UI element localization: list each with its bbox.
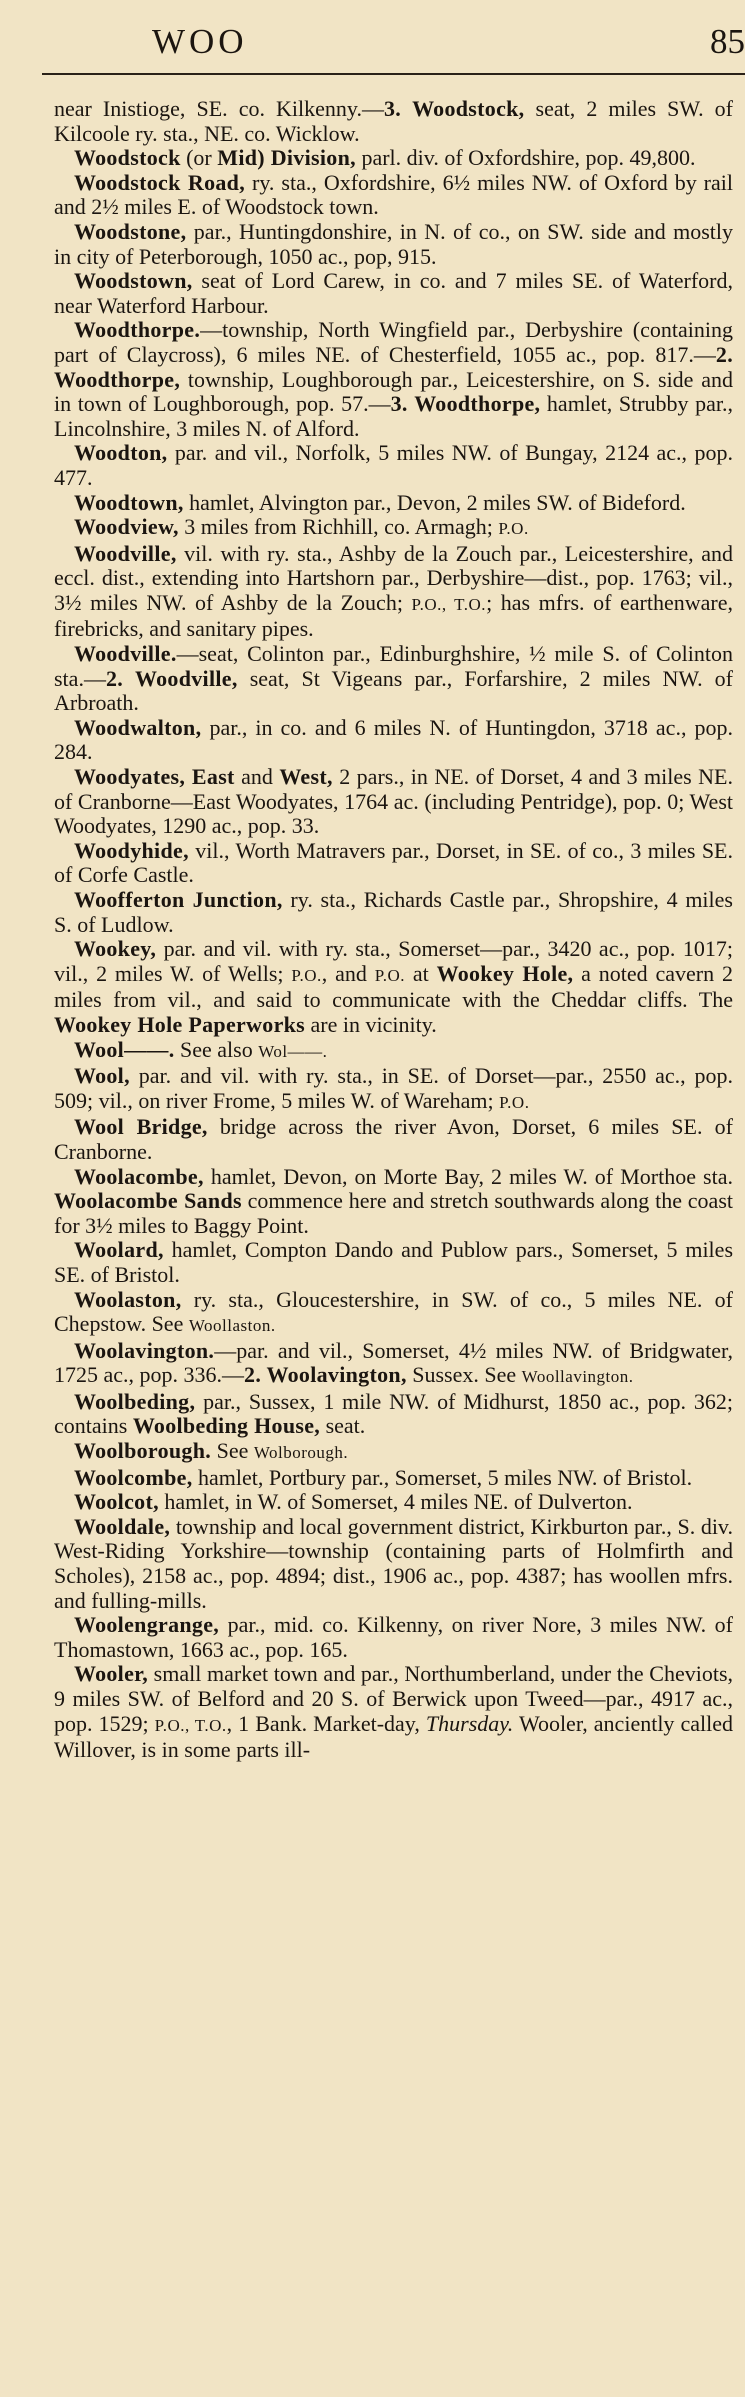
gazetteer-entry xyxy=(54,1466,733,1491)
entry-headword: Woolacombe Sands xyxy=(54,1188,242,1214)
gazetteer-entry xyxy=(54,642,733,716)
entry-text: hamlet, Devon, on Morte Bay, 2 miles W. of Morthoe sta. xyxy=(203,1163,733,1189)
gazetteer-entry xyxy=(54,1490,733,1515)
gazetteer-entry xyxy=(54,542,733,642)
entry-text: par., Huntingdonshire, in N. of co., on SW. side and mostly in city of Peterborough, 1050 ac., pop, 915. xyxy=(54,218,733,269)
entry-text: at xyxy=(405,960,437,986)
entry-abbreviation: P.O., T.O. xyxy=(154,1715,227,1735)
entry-text: par., mid. co. Kilkenny, on river Nore, 3 miles NW. of Thomastown, 1663 ac., pop. 165. xyxy=(54,1612,733,1662)
entry-text: See xyxy=(211,1438,254,1464)
entry-text: See also xyxy=(174,1036,259,1062)
gazetteer-entry xyxy=(54,269,733,318)
entry-text: hamlet, Portbury par., Somerset, 5 miles NW. of Bristol. xyxy=(192,1464,693,1490)
gazetteer-entry xyxy=(54,1662,733,1762)
entry-headword: Woolcot, xyxy=(74,1489,159,1515)
gazetteer-entry xyxy=(54,1613,733,1662)
entry-headword: Wookey Hole, xyxy=(436,960,574,986)
entry-text: seat, St Vigeans par., Forfarshire, 2 miles NW. of Arbroath. xyxy=(54,665,733,716)
entry-text: (or xyxy=(180,145,218,171)
header-title: WOO xyxy=(152,22,248,61)
gazetteer-entry xyxy=(54,1038,733,1065)
entry-text: par. and vil., Norfolk, 5 miles NW. of Bungay, 2124 ac., pop. 477. xyxy=(54,440,733,490)
gazetteer-entry xyxy=(54,1515,733,1613)
entry-headword: Woodstock xyxy=(74,145,181,171)
entry-text: seat. xyxy=(320,1413,366,1439)
gazetteer-entry xyxy=(54,937,733,1037)
gazetteer-entry xyxy=(54,318,733,441)
gazetteer-entry xyxy=(54,1339,733,1390)
entry-headword: Woodville, xyxy=(74,540,177,566)
gazetteer-entry xyxy=(54,146,733,171)
entry-headword: Woolacombe, xyxy=(74,1163,204,1189)
entry-headword: Wool, xyxy=(74,1063,130,1089)
entry-text: a noted cavern 2 miles from vil., and said to communicate with the Cheddar cliffs. The xyxy=(54,960,733,1013)
entry-text: bridge across the river Avon, Dorset, 6 miles SE. of Cranborne. xyxy=(54,1114,733,1164)
gazetteer-entry xyxy=(54,491,733,516)
entry-text: , 1 Bank. Market-day, xyxy=(226,1710,426,1736)
gazetteer-entry xyxy=(54,515,733,542)
entry-text: small market town and par., Northumberland, under the Cheviots, 9 miles SW. of Belford and 20 S. of Berwick upon Tweed—par., 4917 ac., pop. 1529; xyxy=(54,1661,733,1736)
entry-text: par., Sussex, 1 mile NW. of Midhurst, 1850 ac., pop. 362; contains xyxy=(54,1388,733,1439)
gazetteer-entry xyxy=(54,1238,733,1287)
entry-headword: 2. Woodthorpe, xyxy=(54,341,733,392)
entry-text: 3 miles from Richhill, co. Armagh; xyxy=(178,514,499,540)
entry-headword: Wooldale, xyxy=(74,1513,171,1539)
entry-text: vil. with ry. sta., Ashby de la Zouch par., Leicestershire, and eccl. dist., extending into Hartshorn par., Derbyshire—dist., pop. 1763; vil., 3½ miles NW. of Ashby de la Zouch; xyxy=(54,540,733,615)
entry-headword: Woofferton Junction, xyxy=(74,887,283,912)
running-header xyxy=(0,0,745,76)
entry-headword: West, xyxy=(279,764,333,790)
entry-text: par. and vil. with ry. sta., in SE. of Dorset—par., 2550 ac., pop. 509; vil., on river Frome, 5 miles W. of Wareham; xyxy=(54,1063,733,1113)
entry-headword: Woodyhide, xyxy=(74,837,189,863)
entry-text: par., in co. and 6 miles N. of Huntingdon, 3718 ac., pop. 284. xyxy=(54,714,733,765)
entry-abbreviation: P.O. xyxy=(498,519,529,539)
entry-italic-text: Thursday. xyxy=(425,1710,514,1736)
entry-text: ry. sta., Oxfordshire, 6½ miles NW. of Oxford by rail and 2½ miles E. of Woodstock town. xyxy=(54,169,733,220)
entry-headword: 3. Woodstock, xyxy=(384,96,525,121)
entry-headword: Woodstown, xyxy=(74,268,193,294)
gazetteer-entry xyxy=(54,1439,733,1466)
entry-headword: Mid) Division, xyxy=(217,145,356,171)
entry-headword: 2. Woolavington, xyxy=(244,1362,407,1388)
entry-headword: Wookey Hole Paperworks xyxy=(54,1011,306,1037)
entry-text: are in vicinity. xyxy=(305,1011,437,1037)
entry-headword: Wookey, xyxy=(74,936,157,962)
entry-text: Sussex. See xyxy=(406,1362,522,1388)
gazetteer-entry xyxy=(54,1390,733,1439)
entry-abbreviation: Wolborough. xyxy=(253,1443,349,1463)
entry-text: —seat, Colinton par., Edinburghshire, ½ mile S. of Colinton sta.— xyxy=(54,641,733,691)
page-number: 85 xyxy=(710,22,745,61)
entry-headword: Woodview, xyxy=(74,514,179,540)
header-rule xyxy=(42,73,745,75)
entry-text: and xyxy=(234,764,280,790)
entry-headword: Woolbeding House, xyxy=(132,1413,321,1439)
entry-text: seat, 2 miles SW. of Kilcoole ry. sta., NE. co. Wicklow. xyxy=(54,96,733,146)
entry-headword: Woodton, xyxy=(74,440,168,466)
entry-text: hamlet, Compton Dando and Publow pars., Somerset, 5 miles SE. of Bristol. xyxy=(54,1237,733,1287)
entry-headword: Woodwalton, xyxy=(74,714,202,740)
entry-text: par. and vil. with ry. sta., Somerset—par., 3420 ac., pop. 1017; vil., 2 miles W. of Wells; xyxy=(54,936,733,986)
entry-text: Wooler, anciently called Willover, is in some parts ill- xyxy=(54,1710,733,1763)
entry-text: 2 pars., in NE. of Dorset, 4 and 3 miles NE. of Cranborne—East Woodyates, 1764 ac. (including Pentridge), pop. 0; West Woodyates, 1290 ac., pop. 33. xyxy=(54,764,733,839)
gazetteer-entry xyxy=(54,1165,733,1239)
gazetteer-entry xyxy=(54,1288,733,1339)
entry-abbreviation: P.O. xyxy=(374,965,406,985)
entry-headword: 3. Woodthorpe, xyxy=(390,391,541,417)
entry-text: —township, North Wingfield par., Derbyshire (containing part of Claycross), 6 miles NE. of Chesterfield, 1055 ac., pop. 817.— xyxy=(54,317,733,367)
entry-headword: Woolavington. xyxy=(74,1337,215,1363)
gazetteer-entry xyxy=(54,1115,733,1164)
entry-headword: Woodyates, East xyxy=(74,764,235,790)
entry-headword: Woolborough. xyxy=(74,1438,212,1464)
entry-abbreviation: P.O. xyxy=(291,965,322,985)
entry-text: hamlet, in W. of Somerset, 4 miles NE. of Dulverton. xyxy=(158,1489,633,1515)
entry-text: ; has mfrs. of earthenware, firebricks, and sanitary pipes. xyxy=(54,589,733,642)
entry-headword: Woodthorpe. xyxy=(74,317,201,343)
entry-text: ry. sta., Gloucestershire, in SW. of co., 5 miles NE. of Chepstow. See xyxy=(54,1286,733,1337)
entry-headword: Woodstone, xyxy=(74,218,187,244)
entry-abbreviation: Woollavington. xyxy=(521,1367,634,1387)
entry-text: commence here and stretch southwards along the coast for 3½ miles to Baggy Point. xyxy=(54,1188,733,1238)
entry-headword: Wooler, xyxy=(74,1661,149,1687)
entry-headword: Woolaston, xyxy=(74,1286,182,1312)
entry-abbreviation: Woollaston. xyxy=(188,1316,276,1336)
entry-text: hamlet, Strubby par., Lincolnshire, 3 miles N. of Alford. xyxy=(54,391,734,441)
entry-text: —par. and vil., Somerset, 4½ miles NW. of Bridgwater, 1725 ac., pop. 336.— xyxy=(54,1337,733,1388)
gazetteer-entry xyxy=(54,1064,733,1115)
entry-text: township and local government district, Kirkburton par., S. div. West-Riding Yorkshire—township (containing parts of Holmfirth and Scholes), 2158 ac., pop. 4894; dist., 1906 ac., pop. 4387; has woollen mfrs. and fulling-mills. xyxy=(54,1513,733,1613)
gazetteer-entry xyxy=(54,888,733,937)
entry-abbreviation: P.O. xyxy=(499,1092,530,1112)
entry-headword: Woodstock Road, xyxy=(74,169,246,195)
entry-text: hamlet, Alvington par., Devon, 2 miles SW. of Bideford. xyxy=(183,489,686,515)
gazetteer-entry xyxy=(54,97,733,146)
gazetteer-entry xyxy=(54,716,733,765)
entry-headword: Woolengrange, xyxy=(74,1612,220,1638)
gazetteer-entry xyxy=(54,839,733,888)
gazetteer-entry xyxy=(54,171,733,220)
entry-abbreviation: P.O., T.O. xyxy=(411,594,487,614)
entry-text: vil., Worth Matravers par., Dorset, in SE. of co., 3 miles SE. of Corfe Castle. xyxy=(54,837,733,888)
entry-text: parl. div. of Oxfordshire, pop. 49,800. xyxy=(355,145,696,171)
entry-headword: Woolcombe, xyxy=(74,1464,193,1490)
entry-headword: Woodville. xyxy=(74,641,177,667)
gazetteer-entry xyxy=(54,220,733,269)
entry-headword: Wool Bridge, xyxy=(74,1114,208,1140)
entry-headword: Wool——. xyxy=(74,1036,175,1062)
entry-text: seat of Lord Carew, in co. and 7 miles SE. of Waterford, near Waterford Harbour. xyxy=(54,268,733,318)
gazetteer-entries xyxy=(54,97,733,1763)
entry-headword: Woolard, xyxy=(74,1237,164,1263)
entry-abbreviation: Wol——. xyxy=(258,1041,328,1061)
entry-text: township, Loughborough par., Leicestershire, on S. side and in town of Loughborough, pop. 57.— xyxy=(54,366,733,417)
entry-headword: Woodtown, xyxy=(74,489,184,515)
entry-text: ry. sta., Richards Castle par., Shropshire, 4 miles S. of Ludlow. xyxy=(54,887,733,937)
entry-headword: Woolbeding, xyxy=(74,1388,196,1414)
gazetteer-entry xyxy=(54,441,733,490)
gazetteer-entry xyxy=(54,765,733,839)
entry-text: , and xyxy=(321,960,375,986)
entry-headword: 2. Woodville, xyxy=(105,665,238,691)
entry-text: near Inistioge, SE. co. Kilkenny.— xyxy=(54,96,384,121)
